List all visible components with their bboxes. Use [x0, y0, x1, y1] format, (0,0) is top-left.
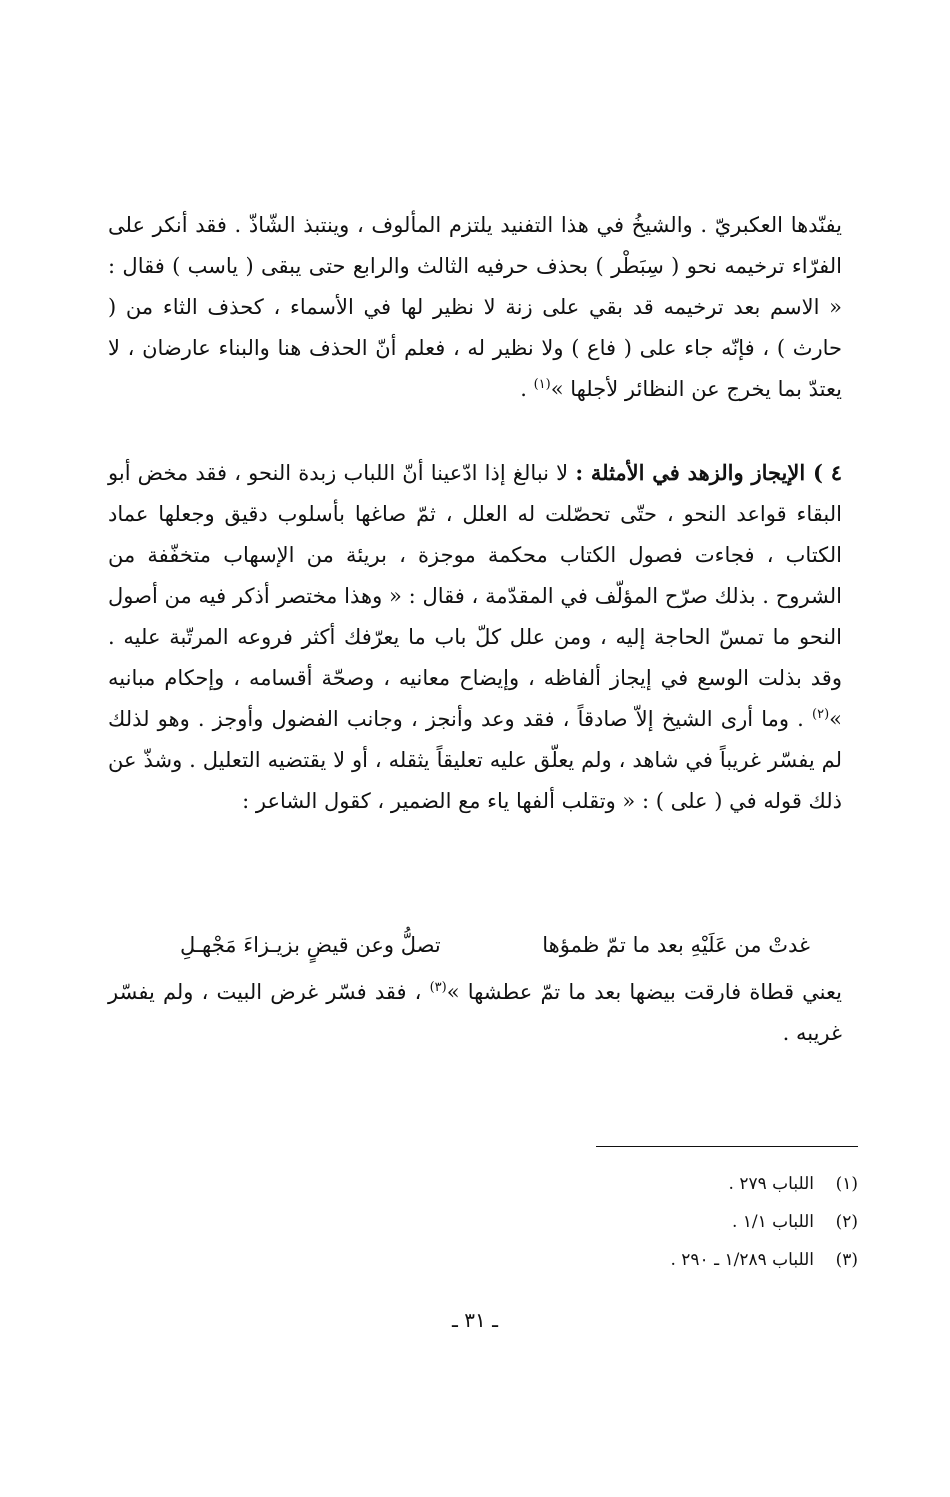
- paragraph-1-end: .: [520, 377, 534, 401]
- footnote-ref-3: (٣): [429, 980, 447, 995]
- paragraph-1-text: يفنّدها العكبريّ . والشيخُ في هذا التفنيد يلتزم المألوف ، وينتبذ الشّاذّ . فقد أنكر على الفرّاء ترخيمه نحو ( سِبَطْر ) بحذف حرفيه الثالث والرابع حتى يبقى ( ياسب ) فقال : « الاسم بعد ترخيمه قد بقي على زنة لا نظير لها في الأسماء ، كحذف الثاء من ( حارث ) ، فإنّه جاء على ( فاع ) ولا نظير له ، فعلم أنّ الحذف هنا والبناء عارضان ، لا يعتدّ بما يخرج عن النظائر لأجلها »: [108, 213, 842, 401]
- paragraph-1: [108, 205, 842, 410]
- footnote-number: (٢): [835, 1212, 858, 1232]
- footnote-number: (٣): [835, 1250, 858, 1270]
- footnote-number: (١): [835, 1174, 858, 1194]
- footnote-ref-1: (١): [533, 377, 551, 392]
- paragraph-2-text-a: لا نبالغ إذا ادّعينا أنّ اللباب زبدة النحو ، فقد مخض أبو البقاء قواعد النحو ، حتّى تحصّلت له العلل ، ثمّ صاغها بأسلوب دقيق وجعلها عماد الكتاب ، فجاءت فصول الكتاب محكمة موجزة ، بريئة من الإسهاب متخفّفة من الشروح . بذلك صرّح المؤلّف في المقدّمة ، فقال : « وهذا مختصر أذكر فيه من أصول النحو ما تمسّ الحاجة إليه ، ومن علل كلّ باب ما يعرّفك أكثر فروعه المرتّبة عليه . وقد بذلت الوسع في إيجاز ألفاظه ، وإيضاح معانيه ، وصحّة أقسامه ، وإحكام مبانيه »: [108, 461, 842, 731]
- paragraph-3-text-a: يعني قطاة فارقت بيضها بعد ما تمّ عطشها »: [446, 980, 842, 1004]
- verse-second-hemistich: تصلُّ وعن قيضٍ بزيـزاءَ مَجْهـلِ: [180, 933, 441, 957]
- page-number: ـ ٣١ ـ: [452, 1308, 498, 1332]
- paragraph-2-text-b: . وما أرى الشيخ إلاّ صادقاً ، فقد وعد وأنجز ، وجانب الفضول وأوجز . وهو لذلك لم يفسّر غريباً في شاهد ، ولم يعلّق عليه تعليقاً يثقله ، أو لا يقتضيه التعليل . وشذّ عن ذلك قوله في ( على ) : « وتقلب ألفها ياء مع الضمير ، كقول الشاعر :: [108, 707, 842, 813]
- footnote-ref-2: (٢): [812, 707, 830, 722]
- poetry-verse: [180, 925, 810, 966]
- footnote-text: اللباب ١/١ .: [731, 1212, 814, 1232]
- section-heading: ٤ ) الإيجاز والزهد في الأمثلة :: [575, 460, 843, 485]
- paragraph-2: [108, 452, 842, 822]
- verse-first-hemistich: غدتْ من عَلَيْهِ بعد ما تمّ ظمؤها: [542, 933, 810, 957]
- footnote-divider: [596, 1146, 858, 1147]
- footnote-item: [358, 1165, 858, 1203]
- footnote-item: [358, 1203, 858, 1241]
- footnote-text: اللباب ٢٧٩ .: [728, 1174, 814, 1194]
- paragraph-3: [108, 972, 842, 1054]
- footnote-text: اللباب ١/٢٨٩ ـ ٢٩٠ .: [670, 1250, 814, 1270]
- footnote-item: [358, 1241, 858, 1279]
- paragraph-3-text-b: ، فقد فسّر غرض البيت ، ولم يفسّر غريبه .: [108, 980, 842, 1045]
- footnotes: [358, 1165, 858, 1279]
